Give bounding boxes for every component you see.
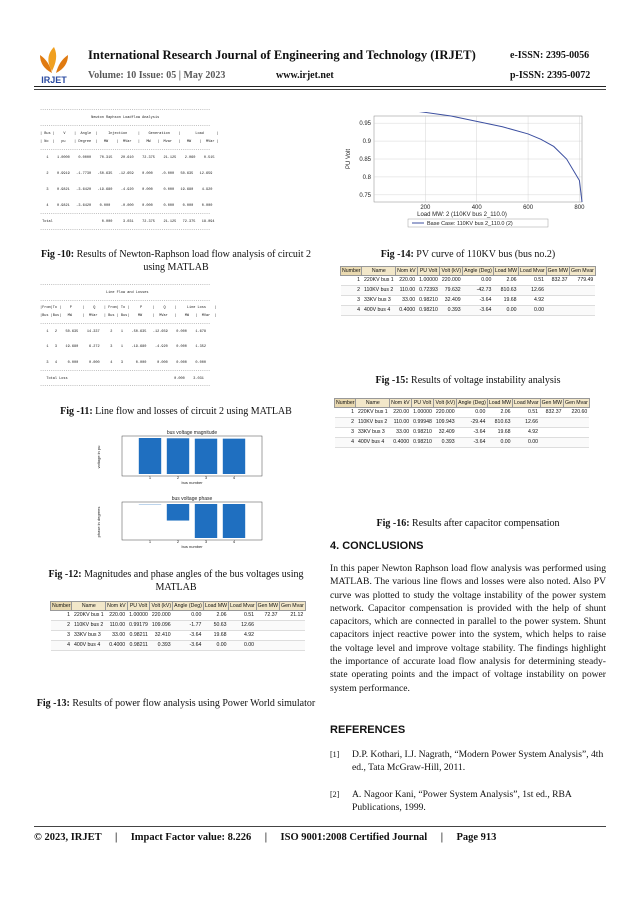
table-cell: 110.00: [396, 286, 417, 296]
table-cell: 220.00: [396, 276, 417, 286]
fig10-line: [40, 162, 312, 170]
fig15-table: [340, 266, 596, 316]
fig14-caption: [330, 248, 606, 261]
column-header[interactable]: PU Volt: [417, 267, 440, 276]
table-cell: 2.06: [203, 611, 228, 621]
fig11-line: 1 3 19.680 6.272 3 1 -19.680 -4.920 0.000 1.352: [40, 345, 207, 350]
table-cell: [280, 621, 306, 631]
table-cell: 1: [341, 276, 362, 286]
table-cell: [564, 428, 590, 438]
fig12-ylabel: phase in degrees: [96, 506, 101, 538]
table-cell: [280, 641, 306, 651]
fig10-line: --------------------------------------------------------------------------------: [40, 124, 211, 128]
table-cell: 1.00000: [417, 276, 440, 286]
table-cell: 1: [335, 408, 356, 418]
table-cell: [540, 428, 563, 438]
table-cell: [564, 438, 590, 448]
table-cell: 2: [51, 621, 72, 631]
column-header[interactable]: Name: [72, 602, 106, 611]
table-cell: -29.44: [457, 418, 488, 428]
table-row[interactable]: [335, 428, 590, 438]
table-cell: 832.37: [540, 408, 563, 418]
column-header[interactable]: Load MW: [488, 400, 512, 406]
table-cell: 1.00000: [411, 408, 434, 418]
fig14-caption-text: PV curve of 110KV bus (bus no.2): [413, 249, 556, 260]
column-header[interactable]: Nom kV: [107, 603, 126, 609]
table-row[interactable]: [341, 276, 596, 286]
table-cell: 810.63: [493, 286, 518, 296]
column-header[interactable]: Number: [52, 603, 71, 609]
table-cell: 19.68: [203, 631, 228, 641]
table-cell: 220.000: [150, 611, 173, 621]
table-row[interactable]: [51, 621, 306, 631]
table-cell: 109.943: [434, 418, 457, 428]
column-header[interactable]: Number: [336, 400, 355, 406]
fig11-line: --------------------------------------------------------------------------------: [40, 384, 211, 389]
fig13-table: [50, 601, 306, 651]
table-cell: 32.409: [434, 428, 457, 438]
fig11-line: Line Flow and Losses: [40, 290, 149, 295]
table-cell: 0.00: [493, 306, 518, 316]
table-cell: 0.98211: [127, 631, 150, 641]
footer-impact: Impact Factor value: 8.226: [130, 832, 252, 843]
table-cell: 0.98211: [127, 641, 150, 651]
table-cell: 2: [341, 286, 362, 296]
fig12-xlabel: bus number: [181, 544, 203, 549]
table-row[interactable]: [335, 438, 590, 448]
column-header[interactable]: Gen MW: [257, 603, 279, 609]
table-row[interactable]: [51, 631, 306, 641]
fig14-xtick: 400: [471, 205, 482, 211]
table-cell: 0.00: [513, 438, 541, 448]
table-cell: 109.096: [150, 621, 173, 631]
fig12-bar-charts: [88, 428, 268, 554]
fig13-table-wrap: [50, 601, 306, 651]
table-cell: 220.00: [390, 408, 411, 418]
table-cell: -3.64: [463, 296, 494, 306]
fig12-tick-label: 1: [148, 539, 152, 544]
table-cell: 0.00: [463, 276, 494, 286]
table-cell: 0.393: [434, 438, 457, 448]
footer-rule: [34, 826, 606, 827]
column-header[interactable]: Volt (kV): [435, 400, 456, 406]
fig10-line: Total 0.000 3.031 72.375 21.125 72.375 18.094: [40, 220, 215, 224]
reference-2-text: A. Nagoor Kani, “Power System Analysis”, 1st ed., RBA Publications, 1999.: [352, 789, 572, 813]
column-header[interactable]: Load MW: [494, 268, 518, 274]
column-header[interactable]: Angle (Deg): [464, 268, 492, 274]
fig14-legend-text: Base Case: 110KV bus 2_110.0 (2): [427, 221, 513, 227]
fig10-line: 3 0.9821 -3.6420 -19.680 -4.920 0.000 0.000 19.680 4.920: [40, 188, 213, 192]
column-header[interactable]: Angle (Deg): [458, 400, 486, 406]
footer-page: Page 913: [456, 832, 497, 843]
table-cell: 0.98210: [417, 306, 440, 316]
fig11-line: --------------------------------------------------------------------------------: [40, 368, 211, 373]
column-header[interactable]: Load Mvar: [514, 400, 539, 406]
fig11-line: 1 2 50.635 14.337 2 1 -50.635 -12.659 0.000 1.678: [40, 329, 207, 334]
fig10-caption: [34, 248, 318, 274]
fig11-line: Total Loss 0.000 3.031: [40, 376, 204, 381]
fig14-xtick: 600: [523, 205, 534, 211]
table-cell: 4.92: [519, 296, 547, 306]
table-cell: 19.68: [487, 428, 512, 438]
fig16-table: [334, 398, 590, 448]
fig12-svg: [88, 428, 268, 554]
table-cell: 33KV bus 3: [72, 631, 106, 641]
irjet-logo: [34, 45, 74, 85]
journal-title: International Research Journal of Engineering and Technology (IRJET): [88, 48, 476, 62]
table-cell: 12.66: [229, 621, 257, 631]
fig11-line: |From|To | P | Q | From| To | P | Q | Line Loss |: [40, 306, 217, 311]
table-cell: [540, 418, 563, 428]
fig14-ytick: 0.95: [359, 121, 371, 128]
fig10-line: --------------------------------------------------------------------------------: [40, 148, 211, 152]
table-cell: 0.98210: [417, 296, 440, 306]
fig11-caption-label: Fig -11:: [60, 406, 93, 417]
table-cell: 0.51: [229, 611, 257, 621]
table-cell: 400V bus 4: [72, 641, 106, 651]
fig10-line: --------------------------------------------------------------------------------: [40, 108, 211, 112]
table-cell: 12.66: [513, 418, 541, 428]
fig12-tick-label: 3: [204, 539, 208, 544]
table-cell: 0.4000: [106, 641, 127, 651]
table-cell: 2.06: [493, 276, 518, 286]
table-cell: 4.92: [229, 631, 257, 641]
table-cell: [570, 286, 596, 296]
fig10-line: --------------------------------------------------------------------------------: [40, 212, 211, 216]
fig11-line: --------------------------------------------------------------------------------: [40, 321, 211, 326]
table-cell: 0.99948: [411, 418, 434, 428]
fig10-line: 2 0.9919 -1.7730 -50.635 -12.659 0.000 -0.000 50.635 12.659: [40, 172, 213, 176]
fig12-caption: [34, 568, 318, 594]
header-rule: [34, 86, 606, 87]
table-cell: 3: [341, 296, 362, 306]
fig11-line: --------------------------------------------------------------------------------: [40, 298, 211, 303]
table-cell: 400V bus 4: [362, 306, 396, 316]
table-cell: 110.00: [106, 621, 127, 631]
fig12-xlabel: bus number: [181, 480, 203, 485]
table-cell: 0.00: [487, 438, 512, 448]
table-cell: [256, 631, 279, 641]
table-cell: 4.92: [513, 428, 541, 438]
fig16-caption-label: Fig -16:: [376, 518, 410, 529]
fig11-line: [40, 352, 312, 360]
table-cell: [256, 621, 279, 631]
column-header[interactable]: PU Volt: [127, 602, 150, 611]
table-cell: 2: [335, 418, 356, 428]
table-cell: 3: [51, 631, 72, 641]
reference-1-text: D.P. Kothari, I.J. Nagrath, “Modern Power System Analysis”, 4th ed., Tata McGraw-Hill, 2011.: [352, 749, 604, 773]
fig11-line: [40, 337, 312, 345]
column-header[interactable]: Gen Mvar: [281, 603, 304, 609]
column-header[interactable]: Nom kV: [397, 268, 416, 274]
table-cell: 21.12: [280, 611, 306, 621]
p-issn: p-ISSN: 2395-0072: [510, 70, 591, 81]
table-cell: [570, 306, 596, 316]
column-header[interactable]: Angle (Deg): [174, 603, 202, 609]
table-cell: -3.64: [457, 428, 488, 438]
table-cell: 4: [341, 306, 362, 316]
references-heading: REFERENCES: [330, 724, 406, 736]
table-cell: 33.00: [390, 428, 411, 438]
table-cell: -3.64: [463, 306, 494, 316]
column-header[interactable]: Gen Mvar: [571, 268, 594, 274]
fig13-caption: [34, 697, 318, 710]
table-row[interactable]: [341, 306, 596, 316]
fig14-xtick: 800: [574, 205, 585, 211]
fig16-caption: [330, 517, 606, 530]
fig10-line: Newton Raphson Loadflow Analysis: [40, 116, 160, 120]
table-cell: [564, 418, 590, 428]
table-row[interactable]: [51, 611, 306, 621]
fig11-line: |Bus |Bus| MW | MVar | Bus | Bus| MW | MVar | MW | MVar |: [40, 314, 217, 319]
table-cell: 220.000: [434, 408, 457, 418]
column-header[interactable]: Name: [356, 399, 390, 408]
column-header[interactable]: Load MW: [204, 603, 228, 609]
table-cell: 0.00: [519, 306, 547, 316]
fig14-xlabel: Load MW: 2 (110KV bus 2_110.0): [417, 212, 507, 218]
table-cell: 12.66: [519, 286, 547, 296]
table-cell: 400V bus 4: [356, 438, 390, 448]
reference-2-num: [2]: [330, 790, 340, 799]
header-rule-thin: [34, 89, 606, 90]
table-cell: [256, 641, 279, 651]
fig12-chart-title: bus voltage phase: [171, 496, 213, 502]
fig15-caption-text: Results of voltage instability analysis: [408, 375, 561, 386]
table-cell: 0.393: [150, 641, 173, 651]
fig14-caption-label: Fig -14:: [380, 249, 414, 260]
table-cell: 810.63: [487, 418, 512, 428]
website-link[interactable]: www.irjet.net: [276, 70, 334, 81]
column-header[interactable]: Volt (kV): [441, 268, 462, 274]
table-cell: 0.00: [229, 641, 257, 651]
fig14-ylabel: PU Volt: [346, 148, 352, 170]
fig11-matlab-output: [40, 282, 312, 392]
fig11-caption-text: Line flow and losses of circuit 2 using MATLAB: [92, 406, 292, 417]
fig12-bar: [195, 504, 217, 538]
table-row[interactable]: [341, 286, 596, 296]
table-cell: 110KV bus 2: [72, 621, 106, 631]
fig10-line: | Bus | V | Angle | Injection | Generation | Load |: [40, 132, 219, 136]
table-cell: [546, 306, 569, 316]
fig12-bar: [223, 504, 245, 538]
fig12-tick-label: 1: [148, 475, 152, 480]
fig12-tick-label: 4: [232, 475, 236, 480]
fig14-xtick: 200: [420, 205, 431, 211]
table-cell: [546, 296, 569, 306]
table-cell: 110KV bus 2: [356, 418, 390, 428]
fig10-caption-text: Results of Newton-Raphson load flow analysis of circuit 2 using MATLAB: [74, 249, 311, 273]
table-cell: [280, 631, 306, 641]
table-cell: [540, 438, 563, 448]
fig12-caption-text: Magnitudes and phase angles of the bus voltages using MATLAB: [81, 569, 304, 593]
fig12-bar: [139, 438, 161, 474]
table-cell: 220KV bus 1: [362, 276, 396, 286]
table-cell: 110.00: [390, 418, 411, 428]
table-cell: 0.72393: [417, 286, 440, 296]
table-cell: 1: [51, 611, 72, 621]
table-cell: 0.51: [519, 276, 547, 286]
table-cell: 110KV bus 2: [362, 286, 396, 296]
table-row[interactable]: [335, 418, 590, 428]
fig10-line: 4 0.9821 -3.6420 0.000 -0.000 0.000 0.000 0.000 0.000: [40, 204, 213, 208]
table-cell: -42.73: [463, 286, 494, 296]
footer-copyright: © 2023, IRJET: [34, 832, 102, 843]
table-cell: 779.49: [570, 276, 596, 286]
fig12-tick-label: 4: [232, 539, 236, 544]
fig12-tick-label: 2: [176, 475, 180, 480]
fig10-line: [40, 194, 312, 202]
fig11-line: --------------------------------------------------------------------------------: [40, 283, 211, 287]
table-cell: -3.64: [173, 631, 204, 641]
column-header[interactable]: Load Mvar: [230, 603, 255, 609]
fig11-caption: [34, 405, 318, 418]
table-cell: -3.64: [457, 438, 488, 448]
fig16-table-wrap: [334, 398, 590, 448]
table-cell: 0.4000: [396, 306, 417, 316]
fig15-caption-label: Fig -15:: [375, 375, 409, 386]
fig12-chart-title: bus voltage magnitude: [166, 430, 218, 436]
table-cell: 4: [335, 438, 356, 448]
table-cell: 2.06: [487, 408, 512, 418]
table-cell: 72.37: [256, 611, 279, 621]
fig12-bar: [223, 439, 245, 474]
table-cell: 33.00: [106, 631, 127, 641]
column-header[interactable]: PU Volt: [411, 399, 434, 408]
fig10-line: | No | pu | Degree | MW | MVar | MW | Mvar | MW | MVar |: [40, 140, 219, 144]
fig10-line: [40, 178, 312, 186]
table-cell: 33KV bus 3: [356, 428, 390, 438]
fig14-svg: [340, 112, 592, 237]
column-header[interactable]: Gen MW: [547, 268, 569, 274]
table-cell: 0.00: [457, 408, 488, 418]
table-cell: 220.000: [440, 276, 463, 286]
footer-iso: ISO 9001:2008 Certified Journal: [280, 832, 428, 843]
column-header[interactable]: Gen Mvar: [565, 400, 588, 406]
table-cell: 0.98210: [411, 428, 434, 438]
fig12-bar: [195, 439, 217, 474]
fig14-ytick: 0.9: [362, 139, 371, 146]
table-cell: 0.98210: [411, 438, 434, 448]
table-cell: 0.51: [513, 408, 541, 418]
conclusions-heading: 4. CONCLUSIONS: [330, 540, 424, 552]
table-cell: 0.00: [173, 611, 204, 621]
fig15-caption: [330, 374, 606, 387]
table-cell: 32.410: [150, 631, 173, 641]
fig10-line: --------------------------------------------------------------------------------: [40, 228, 211, 232]
conclusions-text: In this paper Newton Raphson load flow analysis was performed using MATLAB. The various line flows and losses were also noted. Also PV curve was plotted to study the voltage instability of the power system network. Capacitor compensation is provided with the help of shunt capacitors, which are connected in parallel to the power system. Shunt capacitors inject reactive power into the system, which helps to raise the voltage level and improve voltage stability. The findings highlight the importance of accurate load flow analysis for determining steady-state operating points and the impact of voltage instability on power system performance.: [330, 563, 606, 694]
table-row[interactable]: [341, 296, 596, 306]
column-header[interactable]: Nom kV: [391, 400, 410, 406]
column-header[interactable]: Number: [342, 268, 361, 274]
column-header[interactable]: Name: [362, 267, 396, 276]
column-header[interactable]: Volt (kV): [151, 603, 172, 609]
column-header[interactable]: Load Mvar: [520, 268, 545, 274]
fig14-pv-curve: [340, 112, 592, 237]
reference-1: [330, 748, 606, 774]
table-cell: 0.00: [203, 641, 228, 651]
table-cell: 32.409: [440, 296, 463, 306]
fig10-line: 1 1.0000 0.0000 70.315 20.610 72.375 21.125 2.060 0.515: [40, 156, 215, 160]
table-cell: 19.68: [493, 296, 518, 306]
table-cell: [570, 296, 596, 306]
fig12-bar: [167, 438, 189, 474]
footer: © 2023, IRJET | Impact Factor value: 8.226 | ISO 9001:2008 Certified Journal | Page 913: [34, 832, 497, 843]
table-cell: 0.393: [440, 306, 463, 316]
reference-1-num: [1]: [330, 750, 340, 759]
fig12-caption-label: Fig -12:: [48, 569, 82, 580]
table-cell: 79.632: [440, 286, 463, 296]
table-cell: -3.64: [173, 641, 204, 651]
fig12-tick-label: 2: [176, 539, 180, 544]
table-cell: 220.60: [564, 408, 590, 418]
table-cell: 0.99179: [127, 621, 150, 631]
table-cell: 1.00000: [127, 611, 150, 621]
fig12-ylabel: voltage in pu: [96, 445, 101, 469]
table-cell: 4: [51, 641, 72, 651]
fig12-bar: [167, 504, 189, 521]
fig14-ytick: 0.8: [362, 174, 371, 181]
column-header[interactable]: Gen MW: [541, 400, 563, 406]
fig14-ytick: 0.85: [359, 157, 371, 163]
fig13-caption-label: Fig -13:: [36, 698, 70, 709]
reference-2: [330, 788, 606, 814]
table-cell: 33.00: [396, 296, 417, 306]
volume-issue: Volume: 10 Issue: 05 | May 2023: [88, 70, 226, 81]
table-cell: 3: [335, 428, 356, 438]
fig10-caption-label: Fig -10:: [41, 249, 75, 260]
fig16-caption-text: Results after capacitor compensation: [409, 518, 560, 529]
logo-text: IRJET: [41, 75, 67, 85]
fig11-line: 3 4 0.000 0.000 4 3 0.000 0.000 0.000 0.000: [40, 360, 207, 365]
table-cell: 0.4000: [390, 438, 411, 448]
table-cell: 33KV bus 3: [362, 296, 396, 306]
table-row[interactable]: [335, 408, 590, 418]
e-issn: e-ISSN: 2395-0056: [510, 50, 590, 61]
table-cell: 220.00: [106, 611, 127, 621]
table-cell: 220KV bus 1: [356, 408, 390, 418]
table-cell: 220KV bus 1: [72, 611, 106, 621]
table-row[interactable]: [51, 641, 306, 651]
fig14-ytick: 0.75: [359, 192, 371, 199]
table-cell: 50.63: [203, 621, 228, 631]
fig10-matlab-output: [40, 106, 312, 236]
table-cell: -1.77: [173, 621, 204, 631]
fig15-table-wrap: [340, 266, 596, 316]
fig12-tick-label: 3: [204, 475, 208, 480]
fig13-caption-text: Results of power flow analysis using Power World simulator: [69, 698, 316, 709]
table-cell: [546, 286, 569, 296]
table-cell: 832.37: [546, 276, 569, 286]
